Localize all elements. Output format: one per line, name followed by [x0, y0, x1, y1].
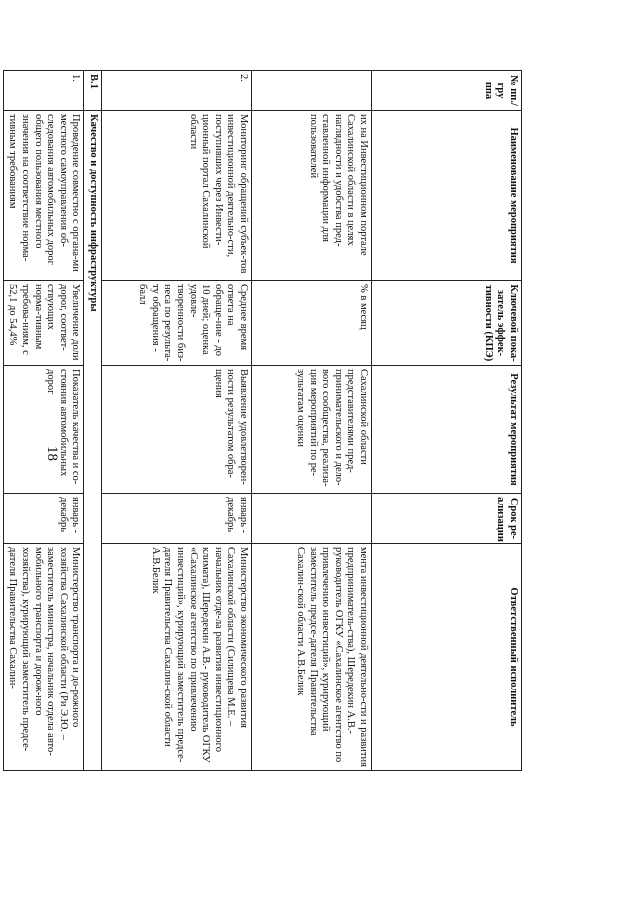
header-name: Наименование мероприятия [372, 111, 522, 281]
table-row [3, 71, 84, 771]
row-result: Показатель качества и со-стояния автомобильных дорог [3, 366, 84, 494]
section-row [84, 71, 102, 771]
header-term: Срок ре-ализации [372, 494, 522, 544]
row-name: Мониторинг обращений субъек-тов инвестиционной деятельно-сти, поступивших через Инвести-ционный портал Сахалинской области [102, 111, 252, 281]
row-kpi: % в месяц [252, 281, 372, 366]
plan-table [3, 70, 522, 771]
header-num: № пп./ гру ппа [372, 71, 522, 111]
row-num: 2. [102, 71, 252, 111]
row-num [252, 71, 372, 111]
row-term: январь - декабрь [3, 494, 84, 544]
row-result: Сахалинской области представителями пред-принимательского и дело-вого сообщества, реализа-ция мероприятий по ре-зультатам оценки [252, 366, 372, 494]
section-num: В.1 [84, 71, 102, 111]
row-kpi: Среднее время ответа на обраще-ние - до 10 дней; оценка удовле-творенности биз-неса по результа-ту обращения - балл [102, 281, 252, 366]
row-resp: Министерство экономического развития Сахалинской области (Силищева М.Е. – начальник отде-ла развития инвестиционного климата), Шередекин А.В.- руководитель ОГКУ «Сахалинское агентство по привлечению инвестиций», курирующий заместитель предсе-дателя Правительства Сахалин-ской области А.В.Белик [102, 544, 252, 771]
header-resp: Ответственный исполнитель [372, 544, 522, 771]
section-title: Качество и доступность инфраструктуры [84, 111, 102, 771]
header-result: Результат мероприятия [372, 366, 522, 494]
row-term: январь - декабрь [102, 494, 252, 544]
row-resp: мента инвестиционной деятельно-сти и развития предприниматель-ства), Шередекин А.В.- руководитель ОГКУ «Сахалинское агентство по привлечению инвестиций», курирующий заместитель предсе-дателя Правительства Сахалин-ской области А.В.Белик [252, 544, 372, 771]
page-number: 18 [44, 446, 60, 461]
row-term [252, 494, 372, 544]
row-result: Выявление удовлетворен-ности результатом обра-щения [102, 366, 252, 494]
table-row [252, 71, 372, 771]
row-resp: Министерство транспорта и до-рожного хозяйства Сахалинской области (Ри Э.Ю. – заместитель министра, начальник отдела авто-мобильного транспорта и дорож-ного хозяйства), курирующий заместитель предсе-дателя Правительства Сахалин- [3, 544, 84, 771]
row-name: их на Инвестиционном портале Сахалинской области в целях наглядности и удобства пред-ставленной информации для пользователей [252, 111, 372, 281]
table-row [102, 71, 252, 771]
row-name: Проведение совместно с органа-ми местного самоуправления об-следования автомобильных дорог общего пользования местного значения на соответствие норма-тивным требованиям [3, 111, 84, 281]
header-row [372, 71, 522, 771]
row-kpi: Увеличение доли дорог, соответ-ствующих норма-тивным требова-ниям, с 52,1 до 54,4% [3, 281, 84, 366]
row-num: 1. [3, 71, 84, 111]
header-kpi: Ключевой пока-затель эффек-тивности (КПЭ) [372, 281, 522, 366]
